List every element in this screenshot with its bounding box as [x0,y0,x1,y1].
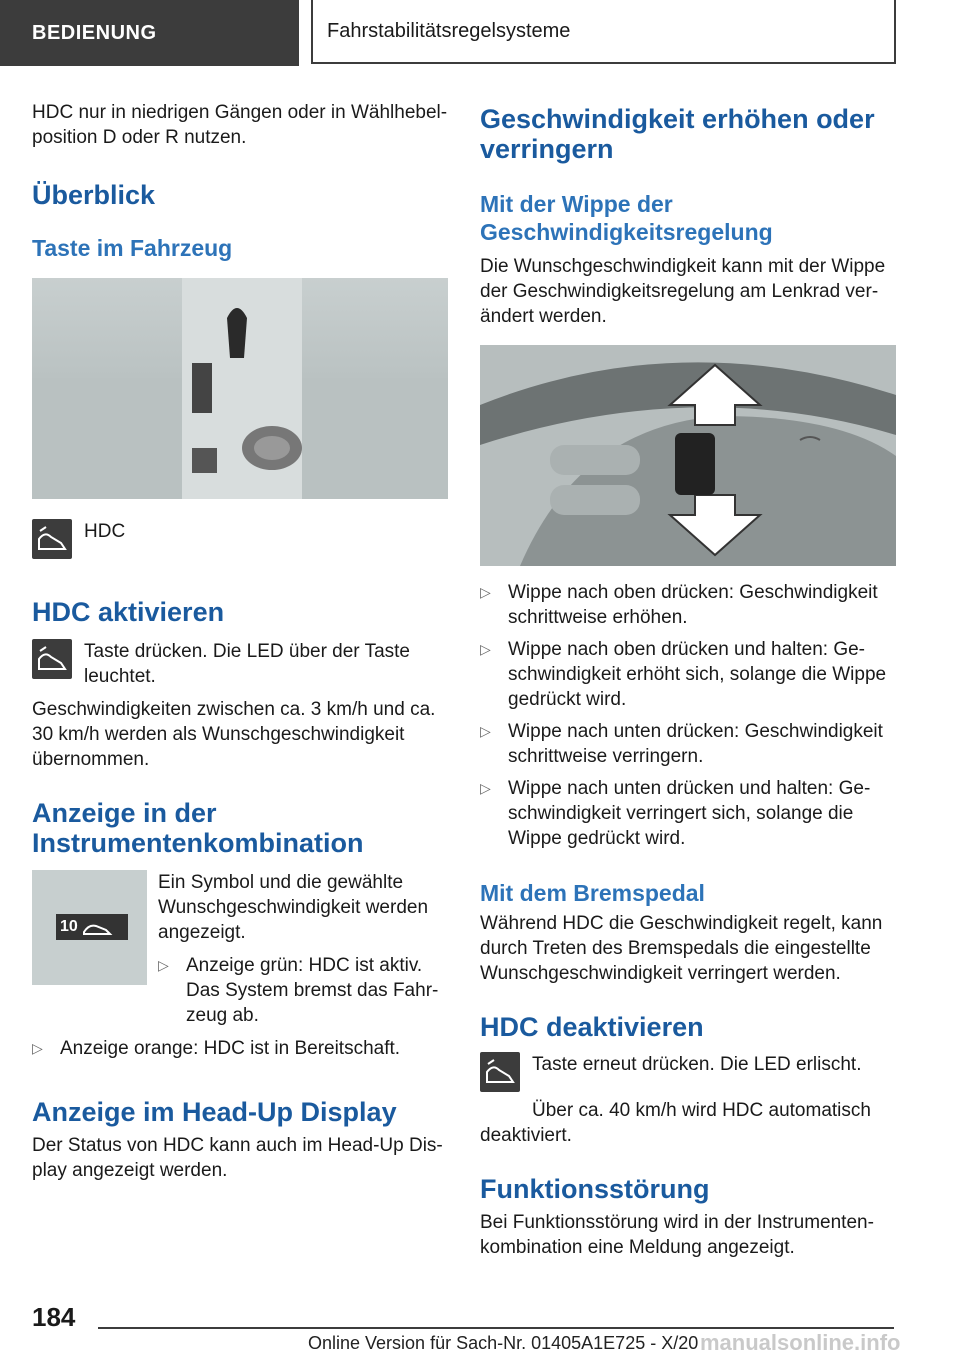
bullet-triangle-icon: ▷ [480,584,491,600]
heading-hud: Anzeige im Head-Up Display [32,1097,397,1127]
right-column [480,104,896,1260]
display-text: Ein Symbol und die gewählte Wunschgeschwindigkeit werden angezeigt. [158,872,429,943]
chapter-title: Fahrstabilitätsregelsysteme [311,0,896,64]
speed-range-text: Geschwindigkeiten zwischen ca. 3 km/h und ca. 30 km/h werden als Wunschgeschwindigkeit übernommen. [32,699,436,770]
console-photo [32,278,448,499]
cluster-indicator-image [32,870,147,985]
bullet-green: ▷ Anzeige grün: HDC ist aktiv. Das System bremst das Fahr-zeug ab. [158,955,439,1026]
heading-fault: Funktionsstörung [480,1174,710,1204]
heading-brake: Mit dem Bremspedal [480,880,705,906]
rocker-bullet: ▷ Wippe nach unten drücken: Geschwindigkeit schrittweise verringern. [480,721,883,767]
bullet-triangle-icon: ▷ [480,723,491,739]
deactivate-auto-text: Über ca. 40 km/h wird HDC automatisch deaktiviert. [480,1100,871,1146]
heading-activate: HDC aktivieren [32,597,225,627]
rocker-bullet: ▷ Wippe nach unten drücken und halten: Ge-schwindigkeit verringert sich, solange die Wippe gedrückt wird. [480,778,871,849]
page-number: 184 [32,1302,76,1332]
brake-text: Während HDC die Geschwindigkeit regelt, kann durch Treten des Bremspedals die eingestellte Wunschgeschwindigkeit verringert werden. [480,913,883,984]
bullet-triangle-icon: ▷ [32,1040,43,1056]
rocker-bullet: ▷ Wippe nach oben drücken: Geschwindigkeit schrittweise erhöhen. [480,582,878,628]
rocker-text: Die Wunschgeschwindigkeit kann mit der Wippe der Geschwindigkeitsregelung am Lenkrad ver-ändert werden. [480,256,886,327]
intro-text: HDC nur in niedrigen Gängen oder in Wählhebel-position D oder R nutzen. [32,102,448,148]
bullet-triangle-icon: ▷ [480,641,491,657]
heading-display: Anzeige in der Instrumentenkombination [32,798,364,858]
heading-rocker: Mit der Wippe der Geschwindigkeitsregelung [480,191,773,245]
icon-caption: HDC [84,521,126,542]
section-tab: BEDIENUNG [0,0,299,66]
bullet-triangle-icon: ▷ [480,780,491,796]
heading-button: Taste im Fahrzeug [32,235,233,261]
fault-text: Bei Funktionsstörung wird in der Instrumenten-kombination eine Meldung angezeigt. [480,1212,874,1258]
rocker-bullet: ▷ Wippe nach oben drücken und halten: Ge-schwindigkeit erhöht sich, solange die Wippe gedrückt wird. [480,639,887,710]
hdc-button-icon [32,639,72,679]
hdc-button-icon [480,1052,520,1092]
hud-text: Der Status von HDC kann auch im Head-Up Dis-play angezeigt werden. [32,1135,443,1181]
footer-divider [98,1327,894,1329]
deactivate-text: Taste erneut drücken. Die LED erlischt. [532,1054,862,1075]
heading-speed: Geschwindigkeit erhöhen oder verringern [480,104,875,164]
activate-text: Taste drücken. Die LED über der Taste leuchtet. [84,641,410,687]
hdc-button-icon [32,519,72,559]
heading-overview: Überblick [32,180,156,210]
heading-deactivate: HDC deaktivieren [480,1012,704,1042]
left-column [32,100,448,1183]
footer-text: Online Version für Sach-Nr. 01405A1E725 - X/20 [308,1333,699,1353]
watermark: manualsonline.info [700,1330,901,1355]
steering-wheel-photo [480,345,896,566]
indicator-speed: 10 [60,918,78,935]
bullet-orange: ▷ Anzeige orange: HDC ist in Bereitschaft. [32,1038,401,1059]
bullet-triangle-icon: ▷ [158,957,169,973]
hdc-car-icon [82,918,118,936]
